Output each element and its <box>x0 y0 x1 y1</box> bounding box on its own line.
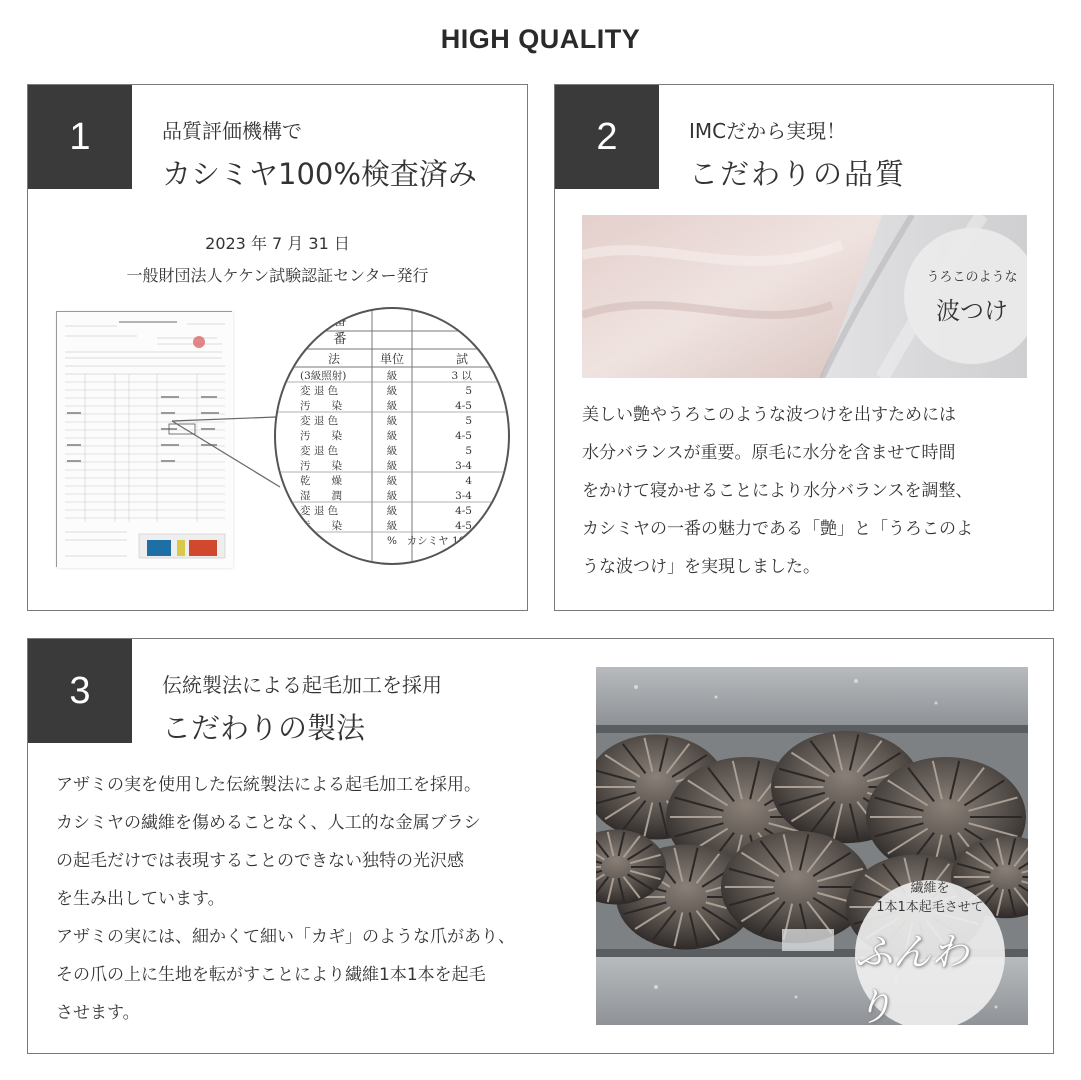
card-number-badge: 2 <box>555 85 659 189</box>
card-subtitle: 品質評価機構で <box>162 119 302 143</box>
wave-badge <box>904 228 1027 364</box>
paragraph-line: うな波つけ」を実現しました。 <box>582 557 820 577</box>
table-cell: 級 <box>386 430 398 442</box>
paragraph-line: 美しい艶やうろこのような波つけを出すためには <box>582 405 956 425</box>
quality-description <box>582 396 1032 586</box>
teasel-napping-photo <box>596 667 1028 1025</box>
table-cell: 4-5 <box>455 520 472 532</box>
fluffy-badge <box>855 880 1005 1025</box>
table-cell: 汚 染 <box>300 430 342 442</box>
table-cell: 級 <box>386 415 398 427</box>
feature-card-method <box>27 638 1054 1054</box>
red-seal-stamp-icon <box>193 336 205 348</box>
wave-badge-title: 波つけ <box>936 297 1008 325</box>
table-cell: 汚 染 <box>300 400 342 412</box>
certificate-issuer: 一般財団法人ケケン試験認証センター発行 <box>126 266 429 285</box>
paragraph-line: をかけて寝かせることにより水分バランスを調整、 <box>582 481 973 501</box>
page-title: HIGH QUALITY <box>440 24 641 54</box>
table-cell: 級 <box>386 370 398 382</box>
table-column-header: 試 <box>455 352 469 366</box>
fluffy-badge-caption-1: 繊維を <box>910 881 950 896</box>
table-column-header: 法 <box>327 352 341 366</box>
table-cell: 3-4 <box>455 460 472 472</box>
table-cell: 級 <box>386 445 398 457</box>
table-cell: (3級照射) <box>300 370 347 382</box>
paragraph-line: その爪の上に生地を転がすことにより繊維1本1本を起毛 <box>56 965 486 985</box>
table-cell: 級 <box>386 400 398 412</box>
wave-badge-caption: うろこのような <box>926 270 1018 285</box>
paragraph-line: 水分バランスが重要。原毛に水分を含ませて時間 <box>582 443 956 463</box>
table-header-text: 番 <box>333 332 347 347</box>
card-title: こだわりの品質 <box>689 157 907 191</box>
table-column-header: 単位 <box>379 352 405 366</box>
table-cell: 汚 染 <box>300 460 342 472</box>
table-cell: 級 <box>386 475 398 487</box>
card-title: カシミヤ100%検査済み <box>162 157 477 191</box>
table-cell: 4 <box>465 475 472 487</box>
card-subtitle: IMCだから実現！ <box>689 119 847 143</box>
table-cell: 3 以 <box>451 370 472 382</box>
method-description <box>56 766 556 1032</box>
table-cell: 乾 燥 <box>300 475 342 487</box>
paragraph-line: カシミヤの一番の魅力である「艶」と「うろこのよ <box>582 519 973 539</box>
table-cell: 4-5 <box>455 400 472 412</box>
table-cell: % <box>387 535 397 547</box>
table-cell: 級 <box>386 385 398 397</box>
table-cell: 5 <box>465 445 472 457</box>
table-cell: 級 <box>386 520 398 532</box>
certificate-date: 2023 年 7 月 31 日 <box>205 234 350 253</box>
paragraph-line: アザミの実には、細かくて細い「カギ」のような爪があり、 <box>56 927 515 947</box>
paragraph-line: させます。 <box>56 1003 140 1023</box>
table-cell: 湿 潤 <box>300 490 342 502</box>
feature-card-quality <box>554 84 1054 611</box>
table-cell: 級 <box>386 505 398 517</box>
table-cell: 変 退 色 <box>300 385 339 397</box>
fluffy-badge-script: ふんわり <box>855 930 970 1025</box>
card-number-badge: 1 <box>28 85 132 189</box>
fluffy-badge-caption-2: 1本1本起毛させて <box>876 900 984 915</box>
table-cell: 4-5 <box>455 430 472 442</box>
card-heading <box>162 669 442 747</box>
table-cell: 級 <box>386 460 398 472</box>
paragraph-line: の起毛だけでは表現することのできない独特の光沢感 <box>56 851 464 871</box>
table-cell: カシミヤ 100 <box>406 535 472 547</box>
card-heading <box>162 115 477 193</box>
card-title: こだわりの製法 <box>162 711 366 745</box>
paragraph-line: アザミの実を使用した伝統製法による起毛加工を採用。 <box>56 775 481 795</box>
card-heading <box>689 115 906 193</box>
card-subtitle: 伝統製法による起毛加工を採用 <box>162 673 442 697</box>
table-cell: 3-4 <box>455 490 472 502</box>
paragraph-line: カシミヤの繊維を傷めることなく、人工的な金属ブラシ <box>56 813 481 833</box>
paragraph-line: を生み出しています。 <box>56 889 225 909</box>
table-cell: 5 <box>465 385 472 397</box>
table-cell: 変 退 色 <box>300 415 339 427</box>
fabric-wave-photo <box>582 215 1027 378</box>
table-cell: 4-5 <box>455 505 472 517</box>
table-cell: 変 退 色 <box>300 445 339 457</box>
magnified-test-table <box>274 307 510 565</box>
table-cell: 変 退 色 <box>300 505 339 517</box>
table-cell: 級 <box>386 490 398 502</box>
feature-card-inspection <box>27 84 528 611</box>
magnifier-connector <box>168 413 288 493</box>
test-results-table <box>276 309 510 565</box>
card-number-badge: 3 <box>28 639 132 743</box>
table-cell: 汚 染 <box>300 520 342 532</box>
table-cell: 5 <box>465 415 472 427</box>
table-header-text: 番 <box>333 314 347 329</box>
